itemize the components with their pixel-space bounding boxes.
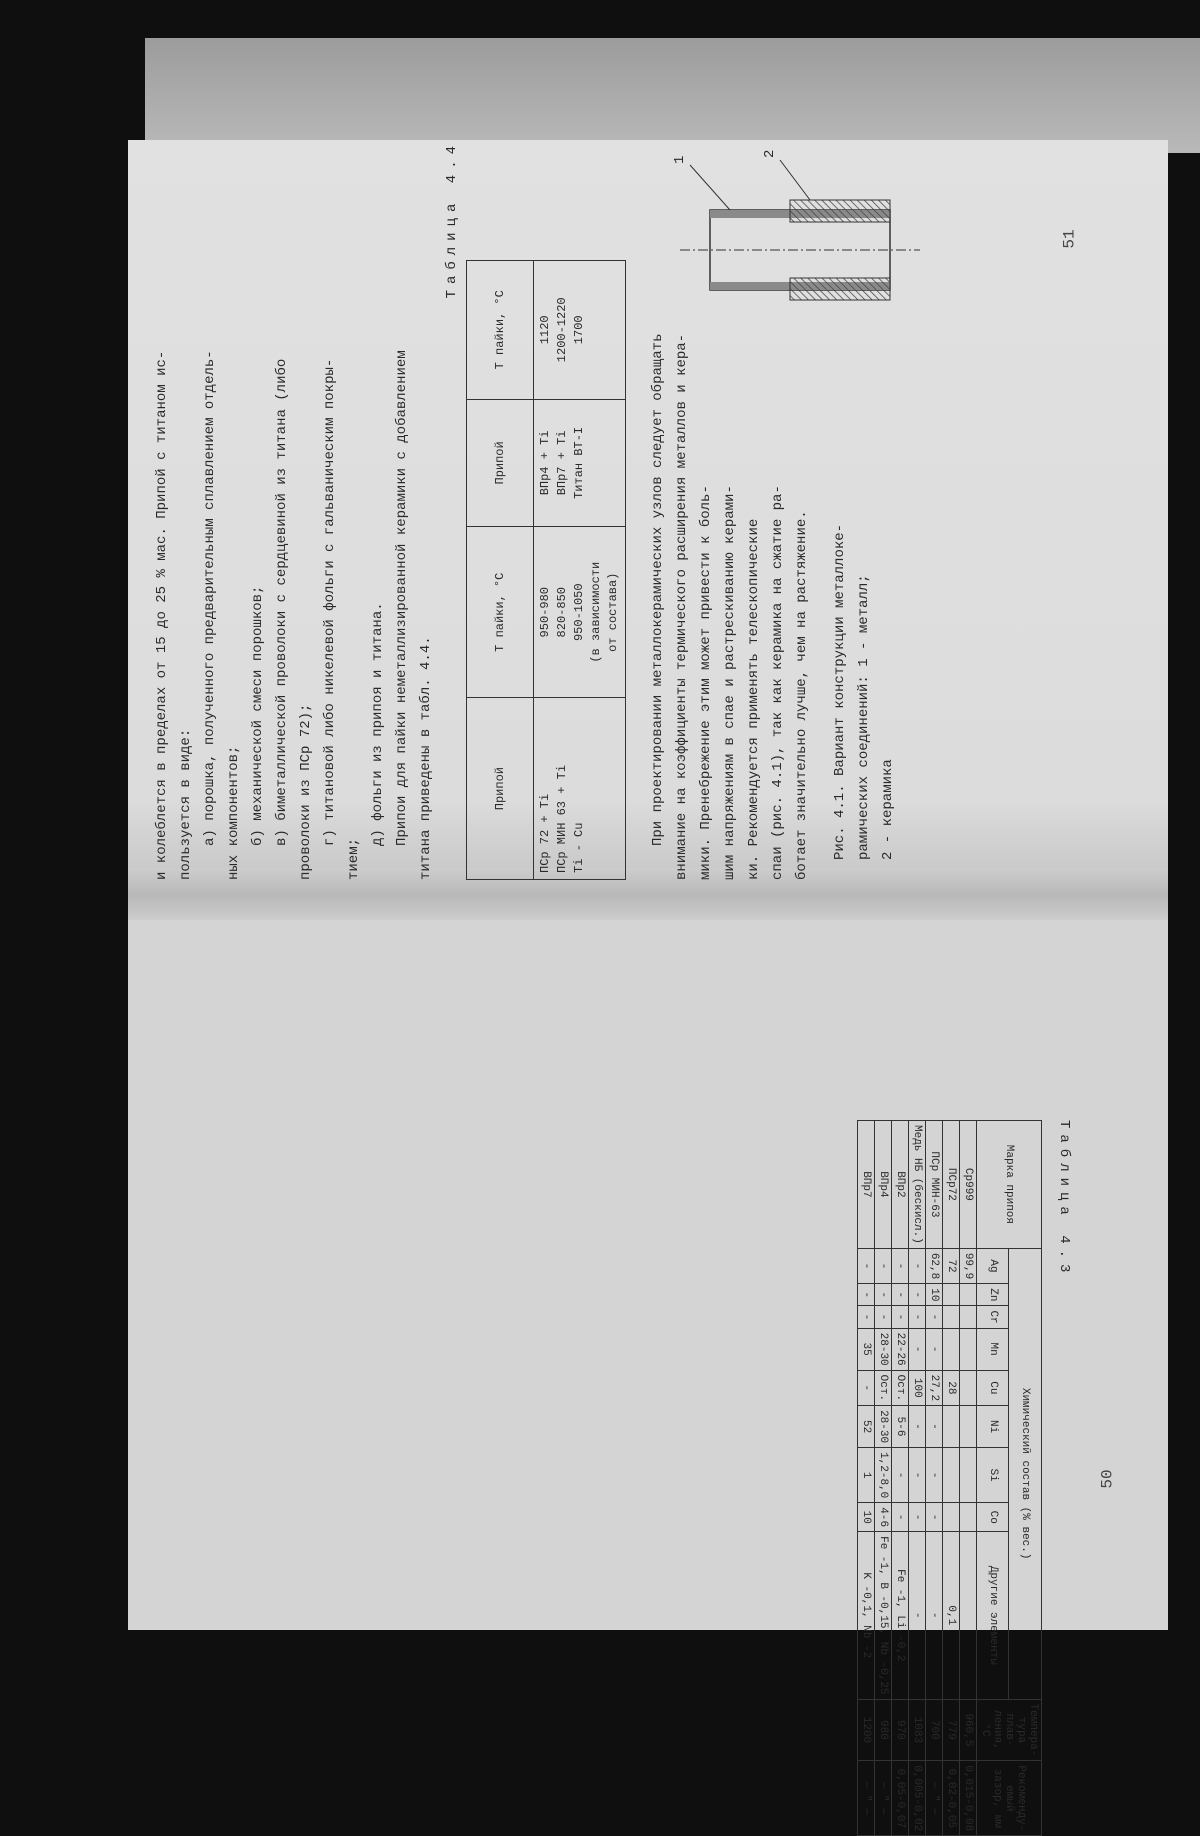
table-cell: -	[926, 1406, 943, 1448]
table-header: Химический состав (% вес.)	[1009, 1248, 1042, 1699]
table-cell	[960, 1532, 977, 1699]
table-header: Рекоменду- емый зазор, мм	[977, 1761, 1042, 1836]
table-cell: 1083	[909, 1699, 926, 1761]
table-cell: 99,9	[960, 1248, 977, 1283]
table-cell: 779	[943, 1699, 960, 1761]
table-cell: -	[858, 1306, 875, 1328]
table-cell: 950-980 820-850 950-1050 (в зависимости от состава)	[534, 527, 626, 698]
table-cell: -	[909, 1448, 926, 1503]
table-header: Mn	[977, 1328, 1010, 1370]
table-cell	[960, 1448, 977, 1503]
table-cell	[960, 1406, 977, 1448]
table-header: Другие элементы	[977, 1532, 1010, 1699]
table-row	[909, 1121, 926, 1836]
table-cell: 0,015-0,08	[960, 1761, 977, 1836]
table-cell: -	[909, 1248, 926, 1283]
joint-drawing	[670, 140, 930, 360]
page-number-51: 51	[1060, 229, 1079, 249]
text-line: мики. Пренебрежение этим может привести к боль-	[698, 485, 714, 880]
table-cell: 0,05-0,07	[892, 1761, 909, 1836]
table-cell: -	[926, 1328, 943, 1370]
table-header: Ni	[977, 1406, 1010, 1448]
text-line: в) биметаллической проволоки с сердцевиной из титана (либо	[274, 358, 290, 846]
text-line: а) порошка, полученного предварительным сплавлением отдель-	[202, 350, 218, 846]
table-cell: 0,005-0,02	[909, 1761, 926, 1836]
table-cell	[943, 1284, 960, 1306]
page-50-content	[172, 1120, 1072, 1832]
table-cell: -	[926, 1532, 943, 1699]
table-cell: 1200	[858, 1699, 875, 1761]
table-header: Припой	[467, 698, 534, 880]
table-cell: 10	[858, 1503, 875, 1532]
table-cell: -	[858, 1370, 875, 1405]
table-cell: 1	[858, 1448, 875, 1503]
table-cell: -	[909, 1406, 926, 1448]
table-row	[858, 1121, 875, 1836]
table-cell: 28	[943, 1370, 960, 1405]
table-cell: Медь НБ (бескисл.)	[909, 1121, 926, 1249]
background-wall	[145, 38, 1200, 153]
table-4-4-title: Таблица 4.4	[444, 140, 460, 299]
table-cell: -	[892, 1284, 909, 1306]
text-line: шим напряжениям в спае и растрескиванию керами-	[722, 485, 738, 880]
table-cell	[960, 1306, 977, 1328]
table-header: Припой	[467, 399, 534, 527]
table-cell: 27,2	[926, 1370, 943, 1405]
table-cell: 62,8	[926, 1248, 943, 1283]
table-4-3-title: Таблица 4.3	[1056, 1120, 1072, 1279]
text-line: ных компонентов;	[226, 745, 242, 880]
table-cell: ПСр 72 + Ti ПСр МИН 63 + Ti Ti - Cu	[534, 698, 626, 880]
table-cell: Ост.	[875, 1370, 892, 1405]
table-cell: -	[892, 1248, 909, 1283]
table-cell: 960,5	[960, 1699, 977, 1761]
table-cell: 1120 1200-1220 1700	[534, 261, 626, 400]
text-line: тием;	[346, 837, 362, 880]
text-line: б) механической смеси порошков;	[250, 585, 266, 846]
text-line: титана приведены в табл. 4.4.	[418, 636, 434, 880]
text-line: д) фольги из припоя и титана.	[370, 602, 386, 846]
text-line: рамических соединений: 1 - металл;	[856, 574, 872, 860]
table-4-4	[466, 260, 626, 880]
table-cell	[960, 1370, 977, 1405]
table-cell: ВПр2	[892, 1121, 909, 1249]
text-line: и колеблется в пределах от 15 до 25 % мас. Припой с титаном ис-	[154, 350, 170, 880]
table-cell: -	[909, 1503, 926, 1532]
page-number-50: 50	[1098, 1469, 1117, 1489]
table-cell	[943, 1306, 960, 1328]
table-row	[926, 1121, 943, 1836]
table-header: Темпера- тура плав- ления, °С	[977, 1699, 1042, 1761]
table-cell: -	[875, 1284, 892, 1306]
table-cell	[960, 1284, 977, 1306]
table-cell: -	[892, 1306, 909, 1328]
table-cell: 35	[858, 1328, 875, 1370]
table-cell: 0,02-0,05	[943, 1761, 960, 1836]
text-line: Припои для пайки неметаллизированной керамики с добавлением	[394, 350, 410, 846]
table-cell: 10	[926, 1284, 943, 1306]
text-line: При проектировании металлокерамических узлов следует обращать	[650, 333, 666, 846]
table-row	[960, 1121, 977, 1836]
table-header: Т пайки, °С	[467, 261, 534, 400]
table-cell: ВПр4	[875, 1121, 892, 1249]
table-cell: Ост.	[892, 1370, 909, 1405]
table-header: Si	[977, 1448, 1010, 1503]
text-line: г) титановой либо никелевой фольги с гальваническим покры-	[322, 358, 338, 846]
table-cell: -	[909, 1532, 926, 1699]
table-header: Марка припоя	[977, 1121, 1042, 1249]
table-cell: -	[892, 1448, 909, 1503]
table-cell: 28-30	[875, 1328, 892, 1370]
table-cell: -	[858, 1284, 875, 1306]
figure-label-2: 2	[762, 149, 778, 158]
table-cell: Fe -1, Li -0,2	[892, 1532, 909, 1699]
table-header: Т пайки, °С	[467, 527, 534, 698]
table-cell: 22-26	[892, 1328, 909, 1370]
table-cell: -	[858, 1248, 875, 1283]
table-header: Ag	[977, 1248, 1010, 1283]
table-row	[943, 1121, 960, 1836]
table-cell: Fe -1, B -0,15, Nb -0,25	[875, 1532, 892, 1699]
table-cell: -	[926, 1448, 943, 1503]
figure-label-1: 1	[672, 155, 688, 164]
table-cell: ВПр4 + Ti ВПр7 + Ti Титан ВТ-I	[534, 399, 626, 527]
table-header: Zn	[977, 1284, 1010, 1306]
table-header: Co	[977, 1503, 1010, 1532]
table-body	[858, 1121, 977, 1836]
table-cell	[960, 1328, 977, 1370]
text-line: 2 - керамика	[880, 759, 896, 860]
table-cell: 100	[909, 1370, 926, 1405]
table-cell: 0,1	[943, 1532, 960, 1699]
table-cell: 72	[943, 1248, 960, 1283]
table-4-3	[857, 1120, 1042, 1836]
table-cell	[943, 1448, 960, 1503]
table-row	[875, 1121, 892, 1836]
table-cell: — " —	[875, 1761, 892, 1836]
text-line: Рис. 4.1. Вариант конструкции металлоке-	[832, 523, 848, 860]
table-cell: 970	[892, 1699, 909, 1761]
table-cell: -	[875, 1306, 892, 1328]
table-cell: 1,2-8,0	[875, 1448, 892, 1503]
table-cell: -	[875, 1248, 892, 1283]
table-cell: -	[926, 1306, 943, 1328]
table-cell: 700	[926, 1699, 943, 1761]
table-cell: 5-6	[892, 1406, 909, 1448]
table-cell: -	[926, 1503, 943, 1532]
table-cell: 28-30	[875, 1406, 892, 1448]
table-cell: K -0,1, Nb -2	[858, 1532, 875, 1699]
table-cell: -	[909, 1306, 926, 1328]
table-cell: 980	[875, 1699, 892, 1761]
table-cell	[943, 1406, 960, 1448]
text-line: ботает значительно лучше, чем на растяжение.	[794, 510, 810, 880]
page-51-content	[150, 140, 1050, 880]
text-line: спаи (рис. 4.1), так как керамика на сжатие ра-	[770, 485, 786, 880]
table-header: Cr	[977, 1306, 1010, 1328]
text-line: внимание на коэффициенты термического расширения металлов и кера-	[674, 333, 690, 880]
text-line: проволоки из ПСр 72);	[298, 703, 314, 880]
table-row	[892, 1121, 909, 1836]
table-cell: ПСр МИН-63	[926, 1121, 943, 1249]
table-cell: 4-6	[875, 1503, 892, 1532]
table-cell: — " —	[858, 1761, 875, 1836]
table-cell: -	[892, 1503, 909, 1532]
figure-4-1	[670, 140, 930, 360]
text-line: пользуется в виде:	[178, 728, 194, 880]
table-cell	[960, 1503, 977, 1532]
table-cell: Ср999	[960, 1121, 977, 1249]
text-line: ки. Рекомендуется применять телескопические	[746, 518, 762, 880]
table-cell	[943, 1503, 960, 1532]
table-cell: — " —	[926, 1761, 943, 1836]
table-cell: -	[909, 1328, 926, 1370]
table-cell: ПСр72	[943, 1121, 960, 1249]
table-cell: ВПр7	[858, 1121, 875, 1249]
table-header: Cu	[977, 1370, 1010, 1405]
table-cell: 52	[858, 1406, 875, 1448]
table-cell	[943, 1328, 960, 1370]
table-cell: -	[909, 1284, 926, 1306]
